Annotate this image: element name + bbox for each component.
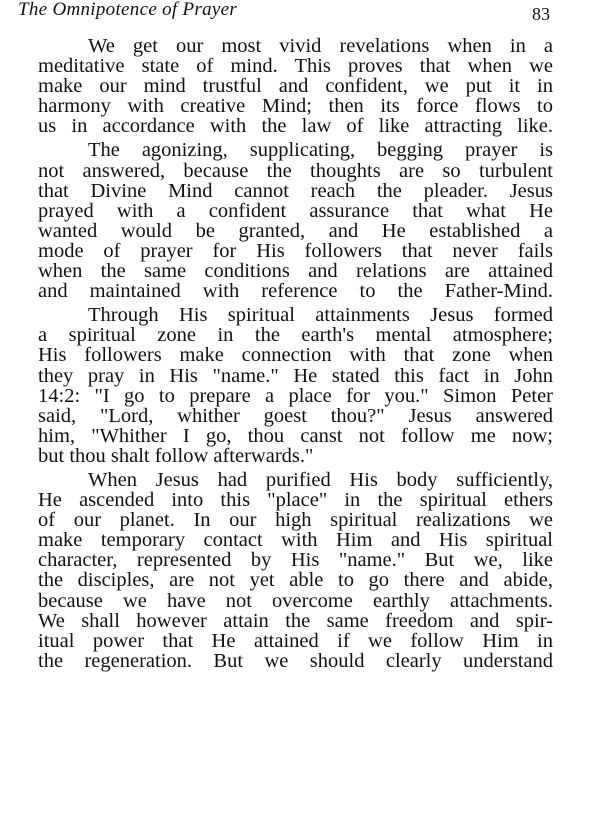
page-number: 83: [532, 4, 550, 24]
text-line: The agonizing, supplicating, begging prayer is: [88, 139, 553, 162]
text-line: mode of prayer for His followers that never fails: [38, 239, 553, 262]
text-line: when the same conditions and relations are attained: [38, 260, 553, 283]
paragraph-3: [38, 305, 553, 466]
text-line: His followers make connection with that zone when: [38, 344, 553, 367]
text-line: wanted would be granted, and He established a: [38, 219, 553, 242]
text-line: the disciples, are not yet able to go there and abide,: [38, 569, 553, 592]
text-line: Through His spiritual attainments Jesus formed: [88, 304, 553, 327]
text-line: us in accordance with the law of like attracting like.: [38, 115, 553, 138]
text-line: meditative state of mind. This proves that when we: [38, 55, 553, 78]
text-line: He ascended into this "place" in the spiritual ethers: [38, 489, 553, 512]
paragraph-4: [38, 470, 553, 671]
text-line: the regeneration. But we should clearly understand: [38, 649, 553, 672]
text-line: of our planet. In our high spiritual realizations we: [38, 509, 553, 532]
text-line: a spiritual zone in the earth's mental atmosphere;: [38, 324, 553, 347]
body-text: [38, 36, 553, 671]
paragraph-1: [38, 36, 553, 136]
text-line: make our mind trustful and confident, we put it in: [38, 75, 553, 98]
text-line: that Divine Mind cannot reach the pleader. Jesus: [38, 179, 553, 202]
text-line: harmony with creative Mind; then its force flows to: [38, 95, 553, 118]
running-title: The Omnipotence of Prayer: [18, 0, 238, 20]
text-line: and maintained with reference to the Father-Mind.: [38, 280, 553, 303]
paragraph-2: [38, 140, 553, 301]
text-line: because we have not overcome earthly attachments.: [38, 589, 553, 612]
text-line: they pray in His "name." He stated this fact in John: [38, 364, 553, 387]
text-line: make temporary contact with Him and His spiritual: [38, 529, 553, 552]
text-line: We get our most vivid revelations when in a: [88, 35, 553, 57]
text-line: We shall however attain the same freedom and spir-: [38, 609, 553, 632]
text-line: When Jesus had purified His body sufficiently,: [88, 468, 553, 491]
text-line: prayed with a confident assurance that what He: [38, 199, 553, 222]
text-line: 14:2: "I go to prepare a place for you." Simon Peter: [38, 384, 553, 407]
text-line: but thou shalt follow afterwards.": [38, 444, 314, 467]
text-line: character, represented by His "name." But we, like: [38, 549, 553, 572]
text-line: him, "Whither I go, thou canst not follow me now;: [38, 424, 553, 447]
text-line: not answered, because the thoughts are so turbulent: [38, 159, 553, 182]
text-line: said, "Lord, whither goest thou?" Jesus answered: [38, 404, 553, 427]
text-line: itual power that He attained if we follow Him in: [38, 629, 553, 652]
